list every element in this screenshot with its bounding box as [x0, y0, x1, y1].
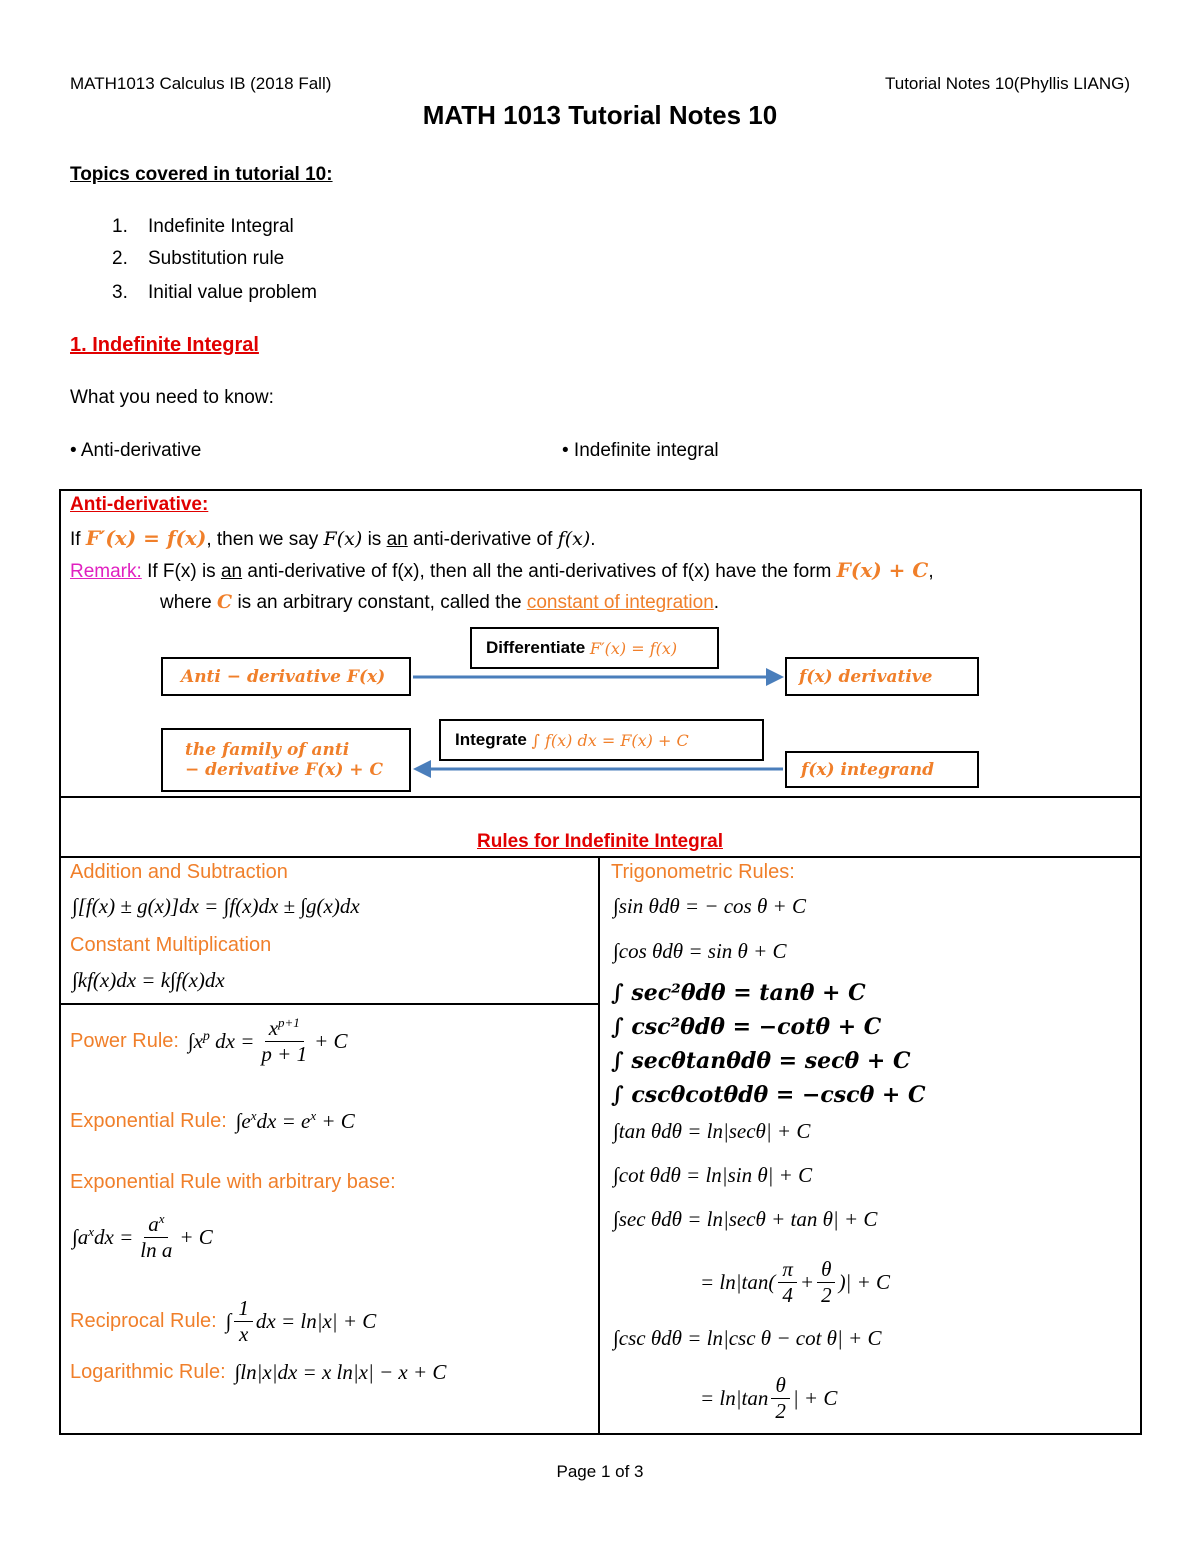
logarithmic-rule: Logarithmic Rule: ∫ln|x|dx = x ln|x| − x + C [70, 1360, 447, 1384]
trig-csc2: ∫ csc²θdθ = −cotθ + C [611, 1014, 882, 1040]
trig-cot: ∫cot θdθ = ln|sin θ| + C [613, 1163, 813, 1187]
power-rule: Power Rule: $\int x^p$ dx = $\frac{x^{p+1}}{p + 1}$ + C [70, 1015, 348, 1066]
differentiate-label-box: Differentiate F′(x) = f(x) [470, 627, 719, 669]
reciprocal-rule: Reciprocal Rule: ∫ $\frac{1}{x}$ dx = ln|x| + C [70, 1296, 377, 1346]
rules-heading: Rules for Indefinite Integral [477, 831, 723, 852]
trig-heading: Trigonometric Rules: [611, 861, 795, 883]
section-heading: 1. Indefinite Integral [70, 334, 259, 356]
derivative-box: f(x) derivative [785, 657, 979, 696]
trig-sec-integral: ∫sec θdθ = ln|secθ + tan θ| + C [613, 1207, 878, 1231]
trig-sin: ∫sin θdθ = − cos θ + C [613, 894, 806, 918]
integrand-box: f(x) integrand [785, 751, 979, 788]
trig-sectan: ∫ secθtanθdθ = secθ + C [611, 1048, 911, 1074]
trig-csc-integral: ∫csc θdθ = ln|csc θ − cot θ| + C [613, 1326, 882, 1350]
antiderivative-box: Anti − derivative F(x) [161, 657, 411, 696]
differentiate-arrowhead [766, 668, 784, 686]
topic-item: 2. Substitution rule [112, 248, 285, 269]
header-notes: Tutorial Notes 10(Phyllis LIANG) [884, 74, 1130, 93]
constant-formula: ∫kf(x)dx = k∫f(x)dx [72, 968, 225, 992]
need-to-know: What you need to know: [70, 387, 274, 408]
addition-heading: Addition and Subtraction [70, 861, 288, 883]
trig-csc-alt: = ln|tan $\frac{\theta}{2}$ | + C [700, 1373, 838, 1423]
constant-heading: Constant Multiplication [70, 934, 272, 956]
integrate-label-box: Integrate ∫ f(x) dx = F(x) + C [439, 719, 764, 761]
integrate-arrowhead [413, 760, 431, 778]
trig-csccot: ∫ cscθcotθdθ = −cscθ + C [611, 1082, 926, 1108]
addition-formula: ∫[f(x) ± g(x)]dx = ∫f(x)dx ± ∫g(x)dx [72, 894, 360, 918]
trig-cos: ∫cos θdθ = sin θ + C [613, 939, 787, 963]
header-course: MATH1013 Calculus IB (2018 Fall) [70, 74, 332, 93]
page-number: Page 1 of 3 [556, 1462, 644, 1481]
topics-heading: Topics covered in tutorial 10: [70, 164, 333, 185]
page-title: MATH 1013 Tutorial Notes 10 [422, 100, 778, 130]
trig-tan: ∫tan θdθ = ln|secθ| + C [613, 1119, 811, 1143]
topic-item: 1. Indefinite Integral [112, 216, 294, 237]
antiderivative-definition: If F′(x) = f(x), then we say F(x) is an anti-derivative of f(x). [70, 526, 596, 550]
family-box: the family of anti − derivative F(x) + C [161, 728, 411, 792]
exponential-rule: Exponential Rule: $\int e^xdx = e^x + C$ [70, 1108, 355, 1133]
antiderivative-heading: Anti-derivative: [70, 494, 209, 515]
exponential-base-formula: $\int a^xdx$ = $\frac{a^x}{\text{ln a}}$ + C [72, 1211, 213, 1262]
topic-item: 3. Initial value problem [112, 282, 317, 303]
where-line: where C is an arbitrary constant, called the constant of integration. [160, 591, 720, 613]
bullet-antiderivative: • Anti-derivative [70, 440, 202, 461]
trig-sec-alt: = ln|tan( $\frac{\pi}{4}$ + $\frac{\theta}{2}$ )| + C [700, 1257, 891, 1307]
trig-sec2: ∫ sec²θdθ = tanθ + C [611, 980, 866, 1006]
remark-line: Remark: If F(x) is an anti-derivative of f(x), then all the anti-derivatives of f(x) have the form F(x) + C, [70, 558, 934, 582]
exponential-base-heading: Exponential Rule with arbitrary base: [70, 1171, 396, 1193]
bullet-indefinite-integral: • Indefinite integral [562, 440, 719, 461]
